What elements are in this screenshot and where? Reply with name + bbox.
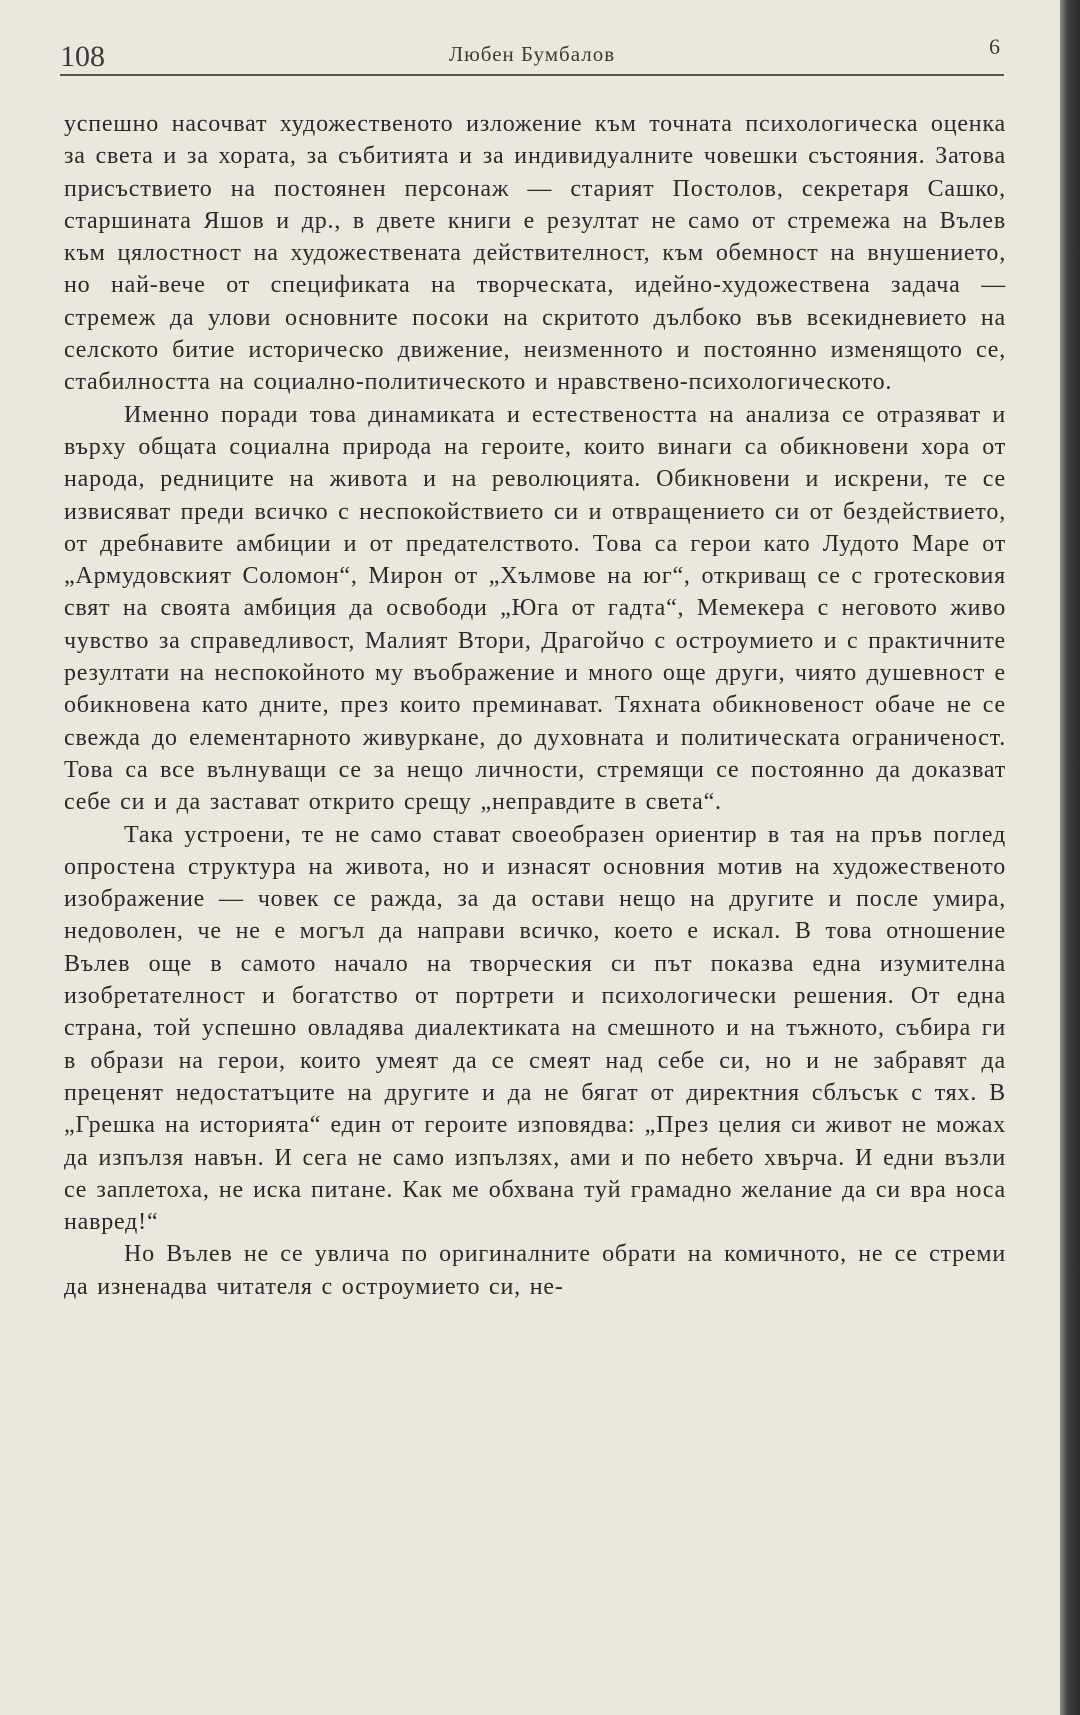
paragraph: успешно насочват художественото изложение към точната психологическа оценка за света и за хората, за събитията и за индивидуалните човешки състояния. Затова присъствието на постоянен персонаж — старият Постолов, секретаря Сашко, старшината Яшов и др., в двете книги е резултат не само от стремежа на Вълев към цялостност на художествената действителност, към обемност на внушението, но най-вече от спецификата на творческата, идейно-художествена задача — стремеж да улови основните посоки на скритото дълбоко във всекидневието на селското битие историческо движение, неизменното и постоянно изменящото се, стабилността на социално-политическото и нравствено-психологическото. <box>64 111 1006 396</box>
paragraph: Но Вълев не се увлича по оригиналните обрати на комичното, не се стреми да изненадва читателя с остроумието си, не- <box>64 1241 1006 1300</box>
paragraph: Така устроени, те не само стават своеобразен ориентир в тая на пръв поглед опростена структура на живота, но и изнасят основния мотив на художественото изображение — човек се ражда, за да остави нещо на другите и после умира, недоволен, че не е могъл да направи всичко, което е искал. В това отношение Вълев още в самото начало на творческия си път показва една изумителна изобретателност и богатство от портрети и психологически решения. От една страна, той успешно овладява диалектиката на смешното и на тъжното, събира ги в образи на герои, които умеят да се смеят над себе си, но и не забравят да преценят недостатъците на другите и да не бягат от директния сблъсък с тях. В „Грешка на историята“ един от героите изповядва: „През целия си живот не можах да изпълзя навън. И сега не само изпълзях, ами и по небето хвърча. И едни възли се заплетоха, не иска питане. Как ме обхвана туй грамадно желание да си вра носа навред!“ <box>64 821 1006 1236</box>
header-rule <box>60 74 1004 76</box>
page-number: 108 <box>60 40 105 73</box>
book-spine-shadow <box>1060 0 1080 1715</box>
page-header <box>60 34 1004 76</box>
body-text <box>64 108 1006 1303</box>
paragraph: Именно поради това динамиката и естествеността на анализа се отразяват и върху общата социална природа на героите, които винаги са обикновени хора от народа, редниците на живота и на революцията. Обикновени и искрени, те се извисяват преди всичко с неспокойствието си и отвращението си от бездействието, от дребнавите амбиции и от предателството. Това са герои като Лудото Маре от „Армудовският Соломон“, Мирон от „Хълмове на юг“, откриващ се с гротесковия свят на своята амбиция да освободи „Юга от гадта“, Мемекера с неговото живо чувство за справедливост, Малият Втори, Драгойчо с остроумието и с практичните резултати на неспокойното му въображение и много още други, чиято душевност е обикновена като дните, през които преминават. Тяхната обикновеност обаче не се свежда до елементарното живуркане, до духовната и политическата ограниченост. Това са все вълнуващи се за нещо личности, стремящи се постоянно да доказват себе си и да застават открито срещу „неправдите в света“. <box>64 401 1006 816</box>
running-head: Любен Бумбалов <box>448 42 616 66</box>
signature-mark: 6 <box>989 34 1000 59</box>
